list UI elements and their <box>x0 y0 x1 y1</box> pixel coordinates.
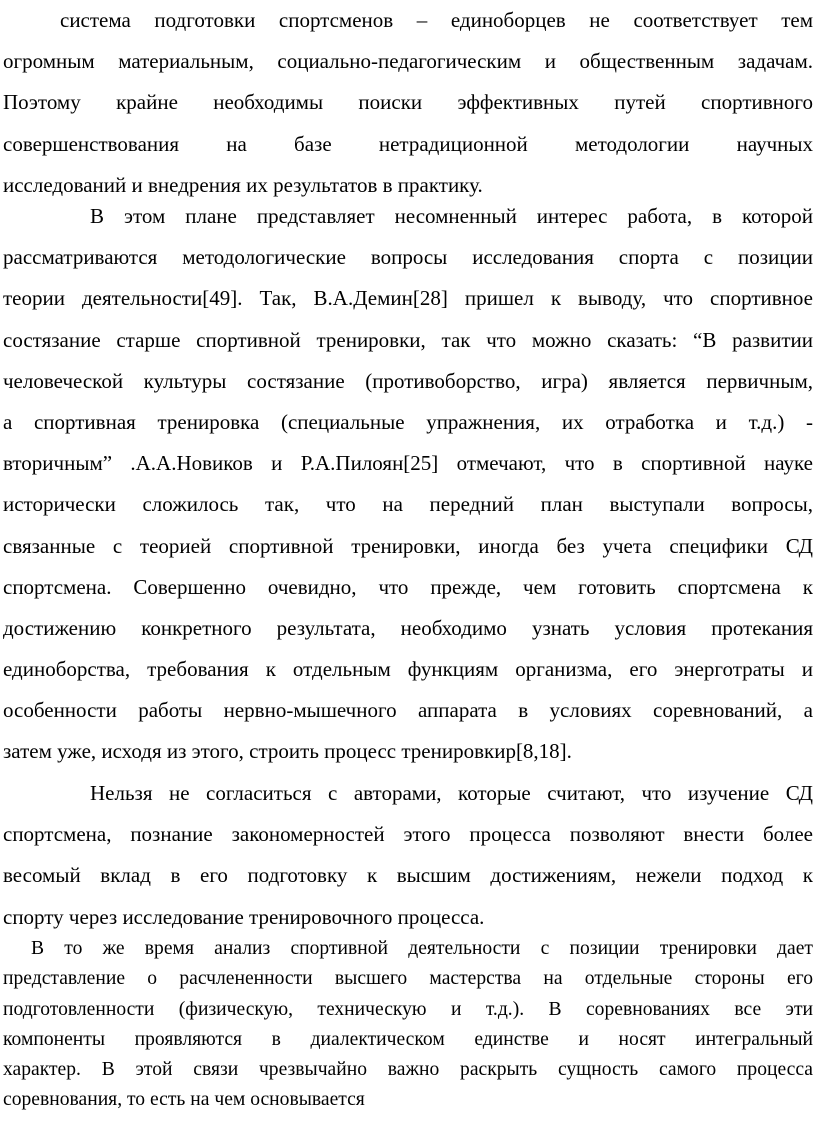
text-line: а спортивная тренировка (специальные упражнения, их отработка и т.д.) - <box>3 409 813 434</box>
paragraph-2 <box>3 196 813 773</box>
text-line: Поэтому крайне необходимы поиски эффективных путей спортивного <box>3 90 813 115</box>
text-line: характер. В этой связи чрезвычайно важно раскрыть сущность самого процесса <box>3 1059 813 1081</box>
text-line: Нельзя не согласиться с авторами, которые считают, что изучение СД <box>90 781 813 805</box>
text-line: рассматриваются методологические вопросы исследования спорта с позиции <box>3 245 813 270</box>
text-line: соревнования, то есть на чем основывается <box>3 1089 365 1111</box>
text-line: вторичным” .А.А.Новиков и Р.А.Пилоян[25] отмечают, что в спортивной науке <box>3 451 813 476</box>
text-line: спорту через исследование тренировочного процесса. <box>3 904 485 929</box>
text-line: состязание старше спортивной тренировки, так что можно сказать: “В развитии <box>3 327 813 352</box>
text-line: затем уже, исходя из этого, строить процесс тренировкир[8,18]. <box>3 739 572 764</box>
text-line: спортсмена. Совершенно очевидно, что прежде, чем готовить спортсмена к <box>3 574 813 599</box>
paragraph-4 <box>3 934 813 1116</box>
text-line: представление о расчлененности высшего мастерства на отдельные стороны его <box>3 968 813 990</box>
paragraph-3 <box>3 773 813 938</box>
text-line: теории деятельности[49]. Так, В.А.Демин[28] пришел к выводу, что спортивное <box>3 286 813 311</box>
text-line: В то же время анализ спортивной деятельности с позиции тренировки дает <box>31 938 813 959</box>
text-line: исследований и внедрения их результатов в практику. <box>3 172 483 197</box>
text-line: огромным материальным, социально-педагогическим и общественным задачам. <box>3 49 813 74</box>
text-line: особенности работы нервно-мышечного аппарата в условиях соревнований, а <box>3 698 813 723</box>
text-line: весомый вклад в его подготовку к высшим достижениям, нежели подход к <box>3 863 813 888</box>
text-line: компоненты проявляются в диалектическом единстве и носят интегральный <box>3 1028 813 1050</box>
paragraph-1 <box>3 0 813 206</box>
text-line: подготовленности (физическую, техническую и т.д.). В соревнованиях все эти <box>3 998 813 1020</box>
text-line: единоборства, требования к отдельным функциям организма, его энерготраты и <box>3 657 813 682</box>
text-line: система подготовки спортсменов – единоборцев не соответствует тем <box>60 8 813 32</box>
text-line: исторически сложилось так, что на передний план выступали вопросы, <box>3 492 813 517</box>
text-line: спортсмена, познание закономерностей этого процесса позволяют внести более <box>3 822 813 847</box>
text-line: связанные с теорией спортивной тренировки, иногда без учета специфики СД <box>3 533 813 558</box>
text-line: достижению конкретного результата, необходимо узнать условия протекания <box>3 615 813 640</box>
text-line: совершенствования на базе нетрадиционной методологии научных <box>3 131 813 156</box>
text-line: В этом плане представляет несомненный интерес работа, в которой <box>90 204 813 228</box>
text-line: человеческой культуры состязание (противоборство, игра) является первичным, <box>3 368 813 393</box>
